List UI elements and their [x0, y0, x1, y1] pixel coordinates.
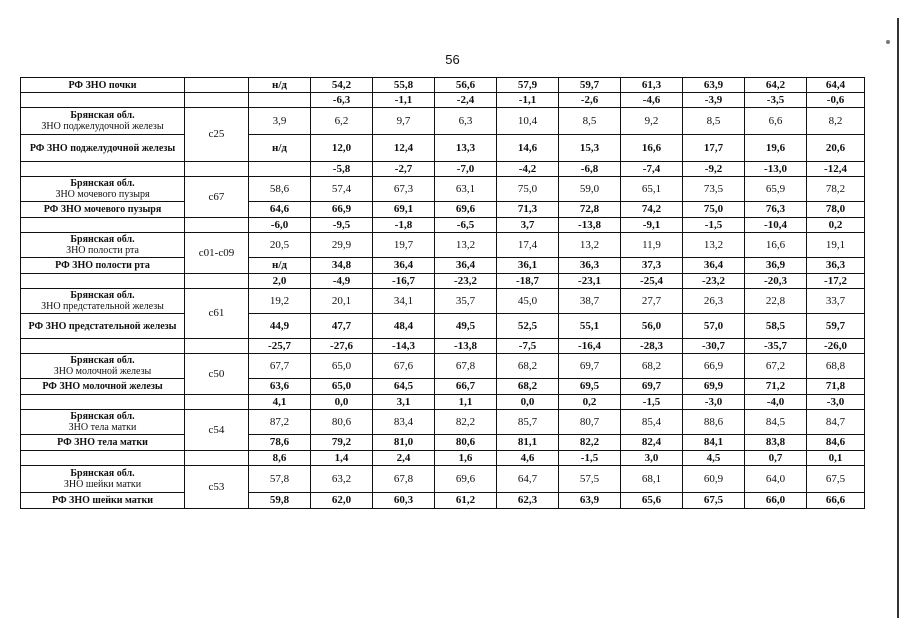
value-cell: 36,9 [745, 258, 807, 274]
value-cell: -3,9 [683, 93, 745, 108]
region-label-cell [21, 233, 185, 258]
value-cell: 63,9 [683, 78, 745, 93]
value-cell: 81,0 [373, 435, 435, 451]
value-cell: 48,4 [373, 314, 435, 339]
diff-label-cell [21, 339, 185, 354]
icd-code-cell [185, 93, 249, 108]
value-cell: 64,2 [745, 78, 807, 93]
value-cell: 56,0 [621, 314, 683, 339]
indicator-name: ЗНО тела матки [68, 422, 137, 433]
value-cell: 36,3 [807, 258, 865, 274]
value-cell: -5,8 [311, 162, 373, 177]
value-cell: -4,0 [745, 395, 807, 410]
value-cell: 59,8 [249, 493, 311, 509]
value-cell: 4,5 [683, 451, 745, 466]
value-cell: 67,2 [745, 354, 807, 379]
value-cell: -23,1 [559, 274, 621, 289]
value-cell: 71,8 [807, 379, 865, 395]
value-cell: -16,4 [559, 339, 621, 354]
value-cell: 20,1 [311, 289, 373, 314]
value-cell: 66,9 [311, 202, 373, 218]
value-cell: 52,5 [497, 314, 559, 339]
region-label-cell [21, 354, 185, 379]
value-cell: 61,3 [621, 78, 683, 93]
region-label-cell [21, 177, 185, 202]
value-cell: 55,8 [373, 78, 435, 93]
value-cell: 12,0 [311, 135, 373, 162]
table-row [21, 233, 865, 258]
value-cell: -3,0 [807, 395, 865, 410]
value-cell: 47,7 [311, 314, 373, 339]
value-cell: 3,1 [373, 395, 435, 410]
table-row [21, 395, 865, 410]
scan-mark [886, 40, 890, 44]
icd-code-cell [185, 395, 249, 410]
value-cell: -7,5 [497, 339, 559, 354]
value-cell: 4,1 [249, 395, 311, 410]
value-cell: 19,2 [249, 289, 311, 314]
value-cell: -7,0 [435, 162, 497, 177]
value-cell: 20,6 [807, 135, 865, 162]
value-cell: 6,3 [435, 108, 497, 135]
value-cell: 88,6 [683, 410, 745, 435]
value-cell: -30,7 [683, 339, 745, 354]
indicator-name: ЗНО полости рта [66, 245, 139, 256]
rf-label-cell: РФ ЗНО мочевого пузыря [21, 202, 185, 218]
value-cell: 82,4 [621, 435, 683, 451]
value-cell: -6,3 [311, 93, 373, 108]
value-cell: -18,7 [497, 274, 559, 289]
table-row [21, 354, 865, 379]
table-row [21, 289, 865, 314]
value-cell: н/д [249, 258, 311, 274]
icd-code-cell: с54 [185, 410, 249, 451]
value-cell: 62,3 [497, 493, 559, 509]
value-cell: 82,2 [559, 435, 621, 451]
value-cell: 83,8 [745, 435, 807, 451]
value-cell: 67,8 [373, 466, 435, 493]
value-cell: 54,2 [311, 78, 373, 93]
region-name: Брянская обл. [70, 110, 135, 121]
rf-label-cell: РФ ЗНО полости рта [21, 258, 185, 274]
value-cell: 6,6 [745, 108, 807, 135]
icd-code-cell: с53 [185, 466, 249, 509]
value-cell: -9,5 [311, 218, 373, 233]
table-row [21, 379, 865, 395]
value-cell: 63,1 [435, 177, 497, 202]
indicator-name: ЗНО молочной железы [53, 366, 152, 377]
value-cell: 64,0 [745, 466, 807, 493]
table-row [21, 258, 865, 274]
value-cell: 64,7 [497, 466, 559, 493]
value-cell: -25,7 [249, 339, 311, 354]
value-cell: 36,4 [683, 258, 745, 274]
region-label-cell [21, 289, 185, 314]
region-name: Брянская обл. [70, 178, 135, 189]
value-cell: 19,1 [807, 233, 865, 258]
value-cell: -2,7 [373, 162, 435, 177]
value-cell: 58,6 [249, 177, 311, 202]
value-cell: -27,6 [311, 339, 373, 354]
value-cell: 36,4 [373, 258, 435, 274]
value-cell: 80,7 [559, 410, 621, 435]
value-cell: 67,5 [683, 493, 745, 509]
value-cell: -1,5 [683, 218, 745, 233]
value-cell: 57,4 [311, 177, 373, 202]
table-row [21, 177, 865, 202]
value-cell: 34,1 [373, 289, 435, 314]
value-cell: 13,2 [435, 233, 497, 258]
value-cell: н/д [249, 78, 311, 93]
value-cell: 84,5 [745, 410, 807, 435]
value-cell: -1,5 [559, 451, 621, 466]
value-cell: 57,0 [683, 314, 745, 339]
value-cell: 38,7 [559, 289, 621, 314]
icd-code-cell: с50 [185, 354, 249, 395]
table-row [21, 466, 865, 493]
value-cell: 63,9 [559, 493, 621, 509]
value-cell: 60,9 [683, 466, 745, 493]
value-cell: 69,7 [621, 379, 683, 395]
value-cell: -4,2 [497, 162, 559, 177]
value-cell [249, 93, 311, 108]
value-cell: -1,5 [621, 395, 683, 410]
value-cell: 84,6 [807, 435, 865, 451]
value-cell: 8,2 [807, 108, 865, 135]
table-row [21, 135, 865, 162]
value-cell: 65,6 [621, 493, 683, 509]
value-cell: 78,6 [249, 435, 311, 451]
value-cell: 76,3 [745, 202, 807, 218]
value-cell: 0,2 [559, 395, 621, 410]
value-cell: 69,7 [559, 354, 621, 379]
table-row [21, 314, 865, 339]
table-body [21, 78, 865, 509]
value-cell: 6,2 [311, 108, 373, 135]
icd-code-cell [185, 162, 249, 177]
value-cell: 78,0 [807, 202, 865, 218]
value-cell: -25,4 [621, 274, 683, 289]
value-cell: -26,0 [807, 339, 865, 354]
value-cell: 68,1 [621, 466, 683, 493]
value-cell: 0,0 [497, 395, 559, 410]
diff-label-cell [21, 451, 185, 466]
value-cell: 69,6 [435, 466, 497, 493]
value-cell [249, 162, 311, 177]
value-cell: -28,3 [621, 339, 683, 354]
value-cell: 85,7 [497, 410, 559, 435]
value-cell: 67,8 [435, 354, 497, 379]
value-cell: 15,3 [559, 135, 621, 162]
value-cell: -6,0 [249, 218, 311, 233]
diff-label-cell [21, 93, 185, 108]
value-cell: 59,7 [807, 314, 865, 339]
value-cell: 1,1 [435, 395, 497, 410]
value-cell: 71,2 [745, 379, 807, 395]
value-cell: -3,0 [683, 395, 745, 410]
value-cell: 80,6 [311, 410, 373, 435]
value-cell: -6,8 [559, 162, 621, 177]
value-cell: -3,5 [745, 93, 807, 108]
region-name: Брянская обл. [70, 355, 135, 366]
value-cell: 36,4 [435, 258, 497, 274]
value-cell: 12,4 [373, 135, 435, 162]
value-cell: 84,1 [683, 435, 745, 451]
value-cell: 65,9 [745, 177, 807, 202]
table-row [21, 108, 865, 135]
region-name: Брянская обл. [70, 411, 135, 422]
value-cell: 66,7 [435, 379, 497, 395]
icd-code-cell: с25 [185, 108, 249, 162]
value-cell: 29,9 [311, 233, 373, 258]
value-cell: 3,7 [497, 218, 559, 233]
region-name: Брянская обл. [70, 234, 135, 245]
value-cell: -23,2 [683, 274, 745, 289]
value-cell: 16,6 [621, 135, 683, 162]
value-cell: 35,7 [435, 289, 497, 314]
value-cell: 66,0 [745, 493, 807, 509]
value-cell: 68,2 [497, 379, 559, 395]
value-cell: 66,6 [807, 493, 865, 509]
value-cell: 8,6 [249, 451, 311, 466]
value-cell: 68,2 [621, 354, 683, 379]
value-cell: 87,2 [249, 410, 311, 435]
value-cell: 69,1 [373, 202, 435, 218]
value-cell: 56,6 [435, 78, 497, 93]
value-cell: 17,4 [497, 233, 559, 258]
value-cell: -14,3 [373, 339, 435, 354]
icd-code-cell [185, 218, 249, 233]
rf-label-cell: РФ ЗНО молочной железы [21, 379, 185, 395]
table-row [21, 451, 865, 466]
value-cell: 57,9 [497, 78, 559, 93]
value-cell: 3,0 [621, 451, 683, 466]
value-cell: 82,2 [435, 410, 497, 435]
value-cell: -6,5 [435, 218, 497, 233]
value-cell: -9,1 [621, 218, 683, 233]
diff-label-cell [21, 395, 185, 410]
value-cell: 57,5 [559, 466, 621, 493]
value-cell: 19,6 [745, 135, 807, 162]
diff-label-cell [21, 274, 185, 289]
value-cell: 13,2 [683, 233, 745, 258]
value-cell: 79,2 [311, 435, 373, 451]
value-cell: 13,2 [559, 233, 621, 258]
rf-label-cell: РФ ЗНО шейки матки [21, 493, 185, 509]
value-cell: 64,6 [249, 202, 311, 218]
value-cell: 64,4 [807, 78, 865, 93]
value-cell: 64,5 [373, 379, 435, 395]
value-cell: 63,6 [249, 379, 311, 395]
value-cell: -2,4 [435, 93, 497, 108]
value-cell: 84,7 [807, 410, 865, 435]
rf-label-cell: РФ ЗНО предстательной железы [21, 314, 185, 339]
table-row [21, 410, 865, 435]
diff-label-cell [21, 162, 185, 177]
table-row [21, 78, 865, 93]
value-cell: 75,0 [497, 177, 559, 202]
indicator-name: ЗНО предстательной железы [41, 301, 164, 312]
value-cell: 59,0 [559, 177, 621, 202]
value-cell: 67,7 [249, 354, 311, 379]
page-number: 56 [445, 52, 460, 67]
value-cell: -20,3 [745, 274, 807, 289]
value-cell: 2,0 [249, 274, 311, 289]
value-cell: -1,1 [373, 93, 435, 108]
value-cell: 57,8 [249, 466, 311, 493]
value-cell: 68,8 [807, 354, 865, 379]
value-cell: 49,5 [435, 314, 497, 339]
value-cell: 8,5 [683, 108, 745, 135]
value-cell: 69,6 [435, 202, 497, 218]
value-cell: -13,8 [559, 218, 621, 233]
indicator-name: ЗНО мочевого пузыря [55, 189, 150, 200]
value-cell: 37,3 [621, 258, 683, 274]
value-cell: 44,9 [249, 314, 311, 339]
value-cell: -12,4 [807, 162, 865, 177]
region-label-cell [21, 410, 185, 435]
value-cell: -0,6 [807, 93, 865, 108]
value-cell: -4,9 [311, 274, 373, 289]
icd-code-cell: с61 [185, 289, 249, 339]
value-cell: 60,3 [373, 493, 435, 509]
value-cell: -13,0 [745, 162, 807, 177]
value-cell: 14,6 [497, 135, 559, 162]
value-cell: 83,4 [373, 410, 435, 435]
value-cell: 33,7 [807, 289, 865, 314]
icd-code-cell [185, 78, 249, 93]
value-cell: 26,3 [683, 289, 745, 314]
value-cell: 9,7 [373, 108, 435, 135]
value-cell: 13,3 [435, 135, 497, 162]
value-cell: 62,0 [311, 493, 373, 509]
value-cell: 19,7 [373, 233, 435, 258]
value-cell: -9,2 [683, 162, 745, 177]
value-cell: -7,4 [621, 162, 683, 177]
icd-code-cell: с67 [185, 177, 249, 218]
value-cell: 20,5 [249, 233, 311, 258]
value-cell: 65,0 [311, 354, 373, 379]
table-row [21, 162, 865, 177]
rf-label-cell: РФ ЗНО тела матки [21, 435, 185, 451]
value-cell: 61,2 [435, 493, 497, 509]
value-cell: 36,3 [559, 258, 621, 274]
icd-code-cell: с01-с09 [185, 233, 249, 274]
table-row [21, 274, 865, 289]
value-cell: 81,1 [497, 435, 559, 451]
value-cell: 55,1 [559, 314, 621, 339]
scan-edge-line [897, 18, 899, 618]
indicator-name: ЗНО поджелудочной железы [41, 121, 164, 132]
value-cell: -10,4 [745, 218, 807, 233]
value-cell: 85,4 [621, 410, 683, 435]
value-cell: 2,4 [373, 451, 435, 466]
table-row [21, 202, 865, 218]
value-cell: 75,0 [683, 202, 745, 218]
value-cell: 69,5 [559, 379, 621, 395]
value-cell: 73,5 [683, 177, 745, 202]
diff-label-cell [21, 218, 185, 233]
value-cell: 66,9 [683, 354, 745, 379]
icd-code-cell [185, 339, 249, 354]
value-cell: 68,2 [497, 354, 559, 379]
value-cell: 80,6 [435, 435, 497, 451]
value-cell: 3,9 [249, 108, 311, 135]
value-cell: -1,8 [373, 218, 435, 233]
value-cell: 0,7 [745, 451, 807, 466]
value-cell: 67,3 [373, 177, 435, 202]
rf-label-cell: РФ ЗНО поджелудочной железы [21, 135, 185, 162]
region-name: Брянская обл. [70, 468, 135, 479]
table-row [21, 218, 865, 233]
value-cell: 9,2 [621, 108, 683, 135]
value-cell: 17,7 [683, 135, 745, 162]
value-cell: 0,1 [807, 451, 865, 466]
value-cell: 8,5 [559, 108, 621, 135]
indicator-name: ЗНО шейки матки [63, 479, 142, 490]
value-cell: -1,1 [497, 93, 559, 108]
value-cell: -16,7 [373, 274, 435, 289]
table-row [21, 339, 865, 354]
value-cell: 58,5 [745, 314, 807, 339]
value-cell: 67,6 [373, 354, 435, 379]
region-name: Брянская обл. [70, 290, 135, 301]
value-cell: 34,8 [311, 258, 373, 274]
value-cell: 1,6 [435, 451, 497, 466]
statistics-table [20, 77, 865, 509]
value-cell: 72,8 [559, 202, 621, 218]
value-cell: -35,7 [745, 339, 807, 354]
value-cell: 69,9 [683, 379, 745, 395]
value-cell: 65,0 [311, 379, 373, 395]
value-cell: 4,6 [497, 451, 559, 466]
table-row [21, 93, 865, 108]
value-cell: 0,0 [311, 395, 373, 410]
value-cell: -23,2 [435, 274, 497, 289]
value-cell: 36,1 [497, 258, 559, 274]
table-row [21, 493, 865, 509]
value-cell: н/д [249, 135, 311, 162]
value-cell: -13,8 [435, 339, 497, 354]
value-cell: 63,2 [311, 466, 373, 493]
icd-code-cell [185, 274, 249, 289]
value-cell: 67,5 [807, 466, 865, 493]
icd-code-cell [185, 451, 249, 466]
value-cell: 74,2 [621, 202, 683, 218]
value-cell: 78,2 [807, 177, 865, 202]
value-cell: 0,2 [807, 218, 865, 233]
value-cell: 59,7 [559, 78, 621, 93]
region-label-cell [21, 108, 185, 135]
value-cell: 11,9 [621, 233, 683, 258]
value-cell: 65,1 [621, 177, 683, 202]
value-cell: 10,4 [497, 108, 559, 135]
value-cell: 22,8 [745, 289, 807, 314]
rf-label-cell: РФ ЗНО почки [21, 78, 185, 93]
value-cell: -4,6 [621, 93, 683, 108]
value-cell: 71,3 [497, 202, 559, 218]
value-cell: 16,6 [745, 233, 807, 258]
value-cell: 27,7 [621, 289, 683, 314]
value-cell: 1,4 [311, 451, 373, 466]
value-cell: -2,6 [559, 93, 621, 108]
region-label-cell [21, 466, 185, 493]
table-row [21, 435, 865, 451]
value-cell: 45,0 [497, 289, 559, 314]
value-cell: -17,2 [807, 274, 865, 289]
